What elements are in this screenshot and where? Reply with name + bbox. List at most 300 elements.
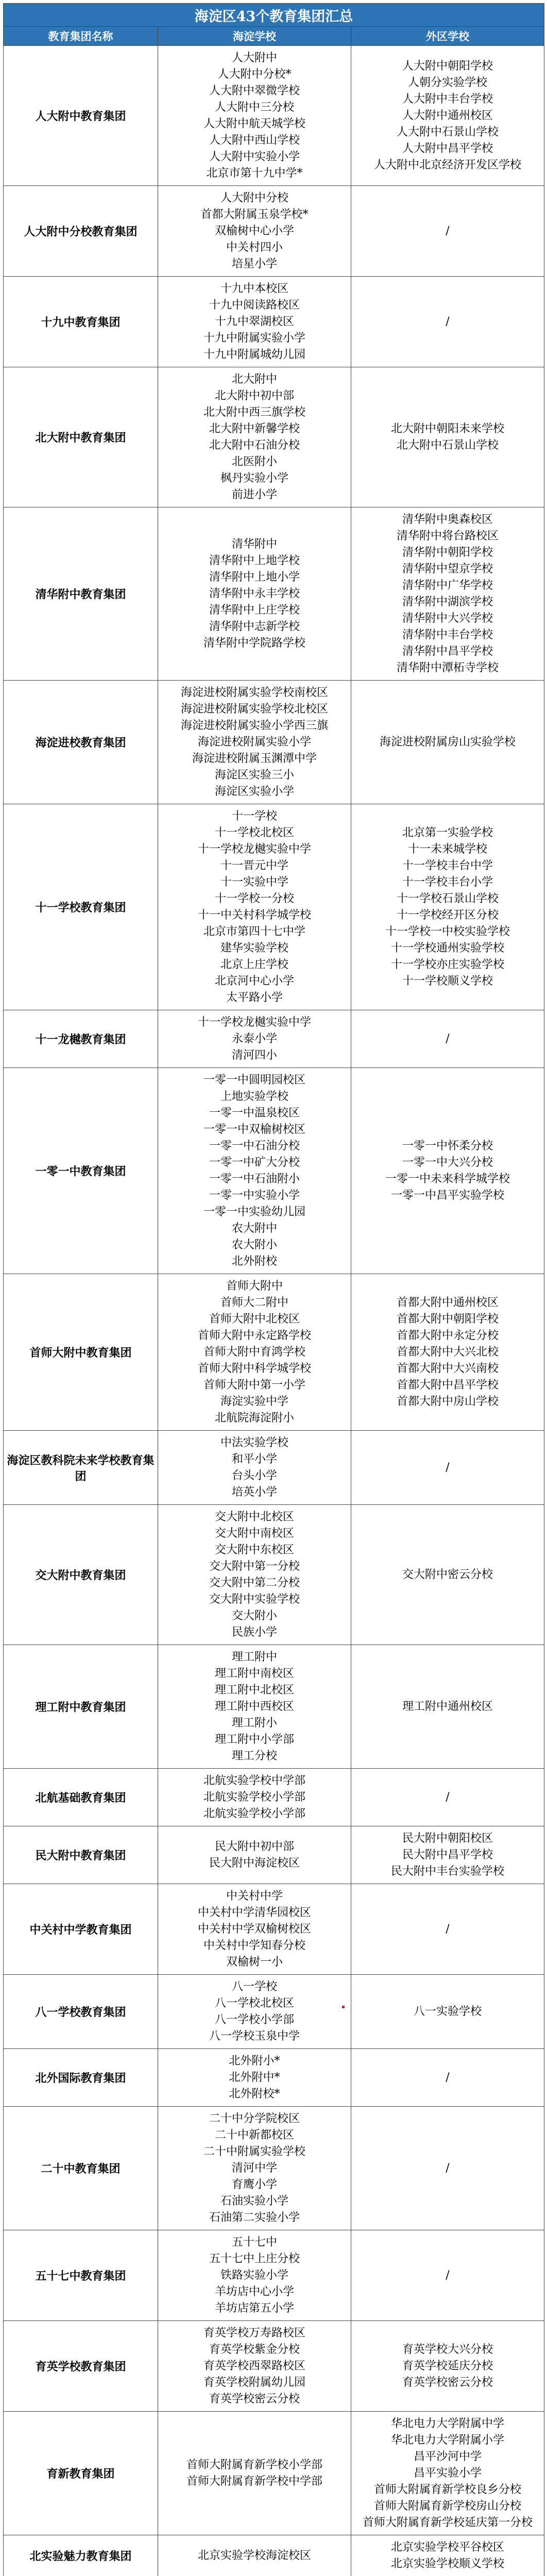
outer-school-list [351,2412,544,2535]
haidian-school: 交大附中北校区 [214,1510,294,1523]
outer-school: / [446,1032,450,1045]
outer-school: 育英学校大兴分校 [402,2343,493,2356]
haidian-school: 中关村中学知春分校 [203,1939,305,1952]
outer-school: 海淀进校附属房山实验学校 [379,735,516,749]
haidian-school: 农大附小 [231,1238,277,1251]
haidian-school-list [158,804,351,1010]
haidian-school: 理工附中西校区 [214,1700,294,1713]
haidian-school: 羊坊店第五小学 [214,2301,294,2315]
outer-school: 一零一中未来科学城学校 [385,1172,510,1185]
outer-school: 清华附中广华学校 [402,579,493,592]
haidian-school: 石油实验小学 [220,2194,288,2208]
haidian-school: 十一学校北校区 [214,826,294,839]
outer-school-list [351,1505,544,1645]
group-row [4,46,544,186]
haidian-school: 清华附中学院路学校 [203,636,305,650]
outer-school: 清华附中望京学校 [402,562,493,575]
outer-school: 清华附中大兴学校 [402,612,493,625]
haidian-school: 首师大附属育新学校小学部 [186,2458,322,2471]
haidian-school: 人大附中翠微学校 [209,84,300,97]
haidian-school: 北外附小* [229,2054,280,2067]
haidian-school-list [158,186,351,277]
outer-school-list [351,1010,544,1068]
outer-school-list [351,2230,544,2321]
group-row [4,1431,544,1505]
haidian-school: 北航实验学校小学部 [203,1790,305,1804]
haidian-school: 北京上庄学校 [220,958,288,971]
haidian-school: 育英学校西翠路校区 [203,2359,305,2372]
outer-school-list [351,1274,544,1431]
haidian-school: 八一学校 [231,1980,277,1993]
haidian-school-list [158,681,351,804]
group-row [4,1068,544,1274]
haidian-school: 交大附中东校区 [214,1543,294,1556]
haidian-school: 海淀进校附属实验小学西三旗 [180,719,328,732]
outer-school: 交大附中密云分校 [402,1568,493,1581]
outer-school: 首师大附属育新学校良乡分校 [373,2483,521,2496]
haidian-school-list [158,1826,351,1884]
outer-school-list [351,2049,544,2107]
haidian-school: 北外附校 [231,1255,277,1268]
group-row [4,804,544,1010]
haidian-school-list [158,1975,351,2049]
haidian-school: 中法实验学校 [220,1436,288,1449]
outer-school: 北京第一实验学校 [402,826,493,839]
title-row [4,4,544,27]
outer-school: 首都大附中朝阳学校 [396,1312,499,1326]
haidian-school: 首师大二附中 [220,1296,288,1309]
haidian-school: 首师大附中永定路学校 [197,1329,311,1342]
haidian-school: 十一学校 [231,809,277,823]
outer-school: 一零一中怀柔分校 [402,1139,493,1153]
haidian-school-list [158,2230,351,2321]
haidian-school: 首师大附中第一小学 [203,1378,305,1392]
haidian-school: 清华附中永丰学校 [209,587,300,600]
haidian-school: 交大附中第二分校 [209,1576,300,1589]
haidian-school: 二十中新都校区 [214,2128,294,2142]
haidian-school: 人大附中航天城学校 [203,117,305,130]
haidian-school: 八一学校玉泉中学 [209,2029,300,2043]
outer-school: 北京实验学校顺义学校 [390,2557,504,2570]
haidian-school: 首师大附中科学城学校 [197,1362,311,1375]
haidian-school-list [158,1769,351,1826]
haidian-school: 台头小学 [231,1469,277,1482]
outer-school-list [351,2535,544,2576]
outer-school: 清华附中丰台学校 [402,628,493,641]
outer-school: 华北电力大学附属小学 [390,2433,504,2447]
outer-school: / [446,315,450,328]
group-name: 北实验魅力教育集团 [4,2535,158,2576]
haidian-school: 北大附中西三旗学校 [203,405,305,419]
outer-school: 首师大附属育新学校延庆第一分校 [362,2516,533,2529]
outer-school: 人朝分实验学校 [407,76,487,89]
haidian-school-list [158,2535,351,2576]
haidian-school-list [158,46,351,186]
outer-school: 清华附中潭柘寺学校 [396,661,499,674]
outer-school-list [351,1068,544,1274]
haidian-school-list [158,2412,351,2535]
outer-school: 清华附中朝阳学校 [402,546,493,559]
haidian-school: 十九中附属城幼儿园 [203,348,305,361]
outer-school-list [351,1431,544,1505]
haidian-school: 人大附中分校 [220,191,288,205]
group-row [4,2049,544,2107]
haidian-school: 理工附小 [231,1716,277,1730]
group-name: 育新教育集团 [4,2412,158,2535]
outer-school: 十一学校顺义学校 [402,974,493,988]
outer-school-list [351,2321,544,2412]
group-row [4,1769,544,1826]
haidian-school: 海淀进校附属实验学校北校区 [180,702,328,716]
haidian-school: 北外附校* [229,2087,280,2100]
haidian-school: 北京实验学校海淀校区 [197,2549,311,2562]
outer-school-list [351,367,544,507]
haidian-school-list [158,1010,351,1068]
group-row [4,186,544,277]
group-row [4,681,544,804]
haidian-school: 中关村四小 [226,241,283,254]
haidian-school: 十一学校龙樾实验中学 [197,842,311,856]
table-title: 海淀区43个教育集团汇总 [4,4,544,27]
haidian-school: 北大附中 [231,372,277,386]
haidian-school: 培英小学 [231,1485,277,1499]
haidian-school: 民族小学 [231,1625,277,1639]
outer-school: 一零一中昌平实验学校 [390,1189,504,1202]
group-name: 海淀进校教育集团 [4,681,158,804]
haidian-school: 八一学校小学部 [214,2013,294,2026]
group-row [4,2107,544,2230]
outer-school: 清华附中湖滨学校 [402,595,493,608]
outer-school-list [351,804,544,1010]
group-name: 首师大附中教育集团 [4,1274,158,1431]
haidian-school: 十一晋元中学 [220,859,288,872]
outer-school-list [351,507,544,681]
haidian-school-list [158,367,351,507]
haidian-school: 枫丹实验小学 [220,471,288,485]
haidian-school: 中关村中学 [226,1889,283,1903]
haidian-school: 海淀区实验三小 [214,768,294,782]
outer-school: / [446,2268,450,2282]
group-row [4,2535,544,2576]
haidian-school: 民大附中海淀校区 [209,1856,300,1870]
group-name: 北航基础教育集团 [4,1769,158,1826]
haidian-school: 人大附中三分校 [214,100,294,114]
group-name: 中关村中学教育集团 [4,1884,158,1975]
outer-school-list [351,1884,544,1975]
haidian-school: 海淀进校附属玉渊潭中学 [192,752,317,765]
haidian-school: 北大附中初中部 [214,389,294,402]
group-name: 十一学校教育集团 [4,804,158,1010]
group-row [4,1884,544,1975]
haidian-school: 理工附中 [231,1650,277,1664]
haidian-school-list [158,1274,351,1431]
group-name: 八一学校教育集团 [4,1975,158,2049]
haidian-school: 首都大附属玉泉学校* [200,208,309,221]
outer-school: / [446,224,450,238]
group-name: 北大附中教育集团 [4,367,158,507]
outer-school: 清华附中将台路校区 [396,529,499,543]
haidian-school: 人大附中分校* [217,67,292,81]
haidian-school: 北航实验学校中学部 [203,1774,305,1787]
outer-school: 首都大附中昌平学校 [396,1378,499,1392]
haidian-school: 育鹰小学 [231,2178,277,2191]
group-name: 五十七中教育集团 [4,2230,158,2321]
haidian-school: 海淀进校附属实验小学 [197,735,311,749]
haidian-school: 海淀实验中学 [220,1395,288,1408]
group-name: 十九中教育集团 [4,277,158,367]
haidian-school: 一零一中石油附小 [209,1172,300,1185]
haidian-school: 前进小学 [231,488,277,501]
haidian-school: 理工分校 [231,1749,277,1762]
group-row [4,2230,544,2321]
haidian-school: 一零一中温泉校区 [209,1106,300,1120]
outer-school: 人大附中朝阳学校 [402,59,493,73]
haidian-school: 二十中分学院校区 [209,2112,300,2125]
outer-school: 育英学校延庆分校 [402,2359,493,2372]
haidian-school: 民大附中初中部 [214,1840,294,1853]
haidian-school: 羊坊店中心小学 [214,2285,294,2298]
outer-school: 理工附中通州校区 [402,1700,493,1713]
haidian-school: 八一学校北校区 [214,1996,294,2010]
haidian-school: 理工附中小学部 [214,1733,294,1746]
outer-school: 昌平沙河中学 [413,2450,482,2463]
haidian-school: 育英学校紫金分校 [209,2343,300,2356]
haidian-school: 上地实验学校 [220,1090,288,1103]
haidian-school-list [158,1068,351,1274]
outer-school: 民大附中朝阳校区 [402,1832,493,1845]
outer-school: 十一学校石景山学校 [396,892,499,905]
group-row [4,367,544,507]
haidian-school: 十九中本校区 [220,282,288,295]
group-row [4,2321,544,2412]
haidian-school-list [158,1431,351,1505]
outer-school: 华北电力大学附属中学 [390,2417,504,2430]
haidian-school: 十九中阅读路校区 [209,298,300,312]
haidian-school: 育英学校万寿路校区 [203,2326,305,2340]
header-group-name: 教育集团名称 [4,27,158,46]
red-mark [342,2006,345,2008]
outer-school: 十一未来城学校 [407,842,487,856]
group-row [4,1010,544,1068]
group-name: 海淀区教科院未来学校教育集团 [4,1431,158,1505]
outer-school-list [351,1645,544,1769]
group-name: 二十中教育集团 [4,2107,158,2230]
outer-school: 人大附中石景山学校 [396,125,499,139]
haidian-school-list [158,1645,351,1769]
outer-school-list [351,681,544,804]
outer-school: 首都大附中通州校区 [396,1296,499,1309]
haidian-school: 清华附中上地小学 [209,570,300,584]
outer-school: 昌平实验小学 [413,2466,482,2480]
haidian-school: 和平小学 [231,1452,277,1466]
outer-school: 十一学校丰台中学 [402,859,493,872]
haidian-school: 北京河中心小学 [214,974,294,988]
haidian-school: 一零一中石油分校 [209,1139,300,1153]
haidian-school: 北航实验学校小学部 [203,1807,305,1820]
haidian-school: 首师大附中北校区 [209,1312,300,1326]
haidian-school: 十一中关村科学城学校 [197,908,311,922]
group-name: 交大附中教育集团 [4,1505,158,1645]
outer-school-list [351,1975,544,2049]
outer-school: 首都大附中大兴南校 [396,1362,499,1375]
outer-school: 首师大附属育新学校房山分校 [373,2499,521,2513]
group-name: 一零一中教育集团 [4,1068,158,1274]
outer-school: 民大附中丰台实验学校 [390,1865,504,1878]
haidian-school: 一零一中实验小学 [209,1189,300,1202]
haidian-school: 育英学校密云分校 [209,2392,300,2405]
group-name: 人大附中分校教育集团 [4,186,158,277]
outer-school: 北大附中石景山学校 [396,438,499,452]
outer-school: 首都大附中房山学校 [396,1395,499,1408]
haidian-school: 铁路实验小学 [220,2268,288,2282]
haidian-school: 十九中附属实验小学 [203,331,305,345]
haidian-school: 清华附中 [231,537,277,551]
outer-school: 首都大附中大兴北校 [396,1345,499,1359]
haidian-school: 人大附中西山学校 [209,133,300,147]
outer-school: 民大附中昌平学校 [402,1848,493,1861]
outer-school: 一零一中大兴分校 [402,1156,493,1169]
header-row [4,27,544,46]
group-name: 育英学校教育集团 [4,2321,158,2412]
haidian-school-list [158,2107,351,2230]
outer-school: / [446,2071,450,2084]
haidian-school: 交大附中南校区 [214,1527,294,1540]
group-name: 北外国际教育集团 [4,2049,158,2107]
haidian-school: 中关村中学双榆树校区 [197,1922,311,1936]
group-row [4,277,544,367]
outer-school: 十一学校通州实验学校 [390,941,504,955]
haidian-school: 首师大附中 [226,1279,283,1293]
outer-school: 育英学校密云分校 [402,2376,493,2389]
outer-school: 八一实验学校 [413,2005,482,2018]
outer-school: 人大附中北京经济开发区学校 [373,158,521,172]
outer-school-list [351,186,544,277]
outer-school-list [351,1769,544,1826]
haidian-school: 二十中附属实验学校 [203,2145,305,2158]
haidian-school: 清河四小 [231,1048,277,1062]
outer-school-list [351,46,544,186]
haidian-school: 一零一中双榆树校区 [203,1123,305,1136]
haidian-school: 五十七中上庄分校 [209,2252,300,2265]
outer-school-list [351,277,544,367]
outer-school: 十一学校经开区分校 [396,908,499,922]
haidian-school: 北大附中新馨学校 [209,422,300,435]
group-name: 民大附中教育集团 [4,1826,158,1884]
haidian-school: 人大附中 [231,51,277,64]
haidian-school: 农大附中 [231,1222,277,1235]
haidian-school-list [158,2321,351,2412]
haidian-school: 清华附中上庄学校 [209,603,300,617]
haidian-school: 人大附中实验小学 [209,150,300,163]
outer-school: 北大附中朝阳未来学校 [390,422,504,435]
haidian-school: 育英学校附属幼儿园 [203,2376,305,2389]
haidian-school: 理工附中北校区 [214,1683,294,1697]
haidian-school: 双榆树中心小学 [214,224,294,238]
outer-school: 十一学校丰台小学 [402,875,493,889]
haidian-school: 一零一中矿大分校 [209,1156,300,1169]
haidian-school: 一零一中实验幼儿园 [203,1205,305,1218]
haidian-school: 十九中翠湖校区 [214,315,294,328]
haidian-school-list [158,1884,351,1975]
haidian-school: 首师大附属育新学校中学部 [186,2475,322,2488]
haidian-school: 建华实验学校 [220,941,288,955]
haidian-school: 交大附小 [231,1609,277,1622]
haidian-school: 首师大附中育鸿学校 [203,1345,305,1359]
outer-school: 北京实验学校平谷校区 [390,2540,504,2554]
outer-school: 人大附中通州校区 [402,109,493,122]
group-name: 十一龙樾教育集团 [4,1010,158,1068]
haidian-school-list [158,2049,351,2107]
haidian-school: 北外附中* [229,2071,280,2084]
haidian-school: 交大附中实验学校 [209,1592,300,1606]
haidian-school: 十一学校龙樾实验中学 [197,1015,311,1029]
summary-table [3,3,544,2576]
outer-school: / [446,1461,450,1474]
outer-school: / [446,2161,450,2175]
outer-school: 清华附中昌平学校 [402,645,493,658]
haidian-school-list [158,277,351,367]
haidian-school-list [158,507,351,681]
haidian-school: 一零一中圆明园校区 [203,1073,305,1087]
group-row [4,507,544,681]
haidian-school: 北航院海淀附小 [214,1411,294,1425]
group-row [4,1505,544,1645]
haidian-school: 海淀进校附属实验学校南校区 [180,686,328,699]
group-name: 人大附中教育集团 [4,46,158,186]
group-row [4,1826,544,1884]
outer-school: / [446,1922,450,1936]
haidian-school: 北大附中石油分校 [209,438,300,452]
haidian-school: 清河中学 [231,2161,277,2175]
haidian-school: 北京市第四十七中学 [203,925,305,938]
haidian-school: 十一实验中学 [220,875,288,889]
outer-school: 首都大附中永定分校 [396,1329,499,1342]
group-row [4,1645,544,1769]
group-name: 理工附中教育集团 [4,1645,158,1769]
group-name: 清华附中教育集团 [4,507,158,681]
outer-school: 人大附中丰台学校 [402,92,493,106]
haidian-school: 清华附中志新学校 [209,620,300,633]
outer-school-list [351,2107,544,2230]
haidian-school: 培星小学 [231,257,277,270]
haidian-school: 双榆树一小 [226,1955,283,1969]
header-outer-schools: 外区学校 [351,27,544,46]
outer-school-list [351,1826,544,1884]
haidian-school: 五十七中 [231,2235,277,2249]
haidian-school-list [158,1505,351,1645]
haidian-school: 理工附中南校区 [214,1667,294,1680]
haidian-school: 中关村中学清华园校区 [197,1906,311,1919]
outer-school: / [446,1790,450,1804]
outer-school: 人大附中昌平学校 [402,142,493,155]
outer-school: 十一学校一中校实验学校 [385,925,510,938]
haidian-school: 海淀区实验小学 [214,785,294,798]
haidian-school: 北医附小 [231,455,277,468]
haidian-school: 交大附中第一分校 [209,1560,300,1573]
haidian-school: 太平路小学 [226,991,283,1004]
outer-school: 清华附中奥森校区 [402,513,493,526]
outer-school: 十一学校亦庄实验学校 [390,958,504,971]
group-row [4,2412,544,2535]
group-row [4,1274,544,1431]
haidian-school: 北京市第十九中学* [206,166,303,180]
haidian-school: 永泰小学 [231,1032,277,1045]
haidian-school: 清华附中上地学校 [209,554,300,567]
haidian-school: 十一学校一分校 [214,892,294,905]
group-row [4,1975,544,2049]
haidian-school: 石油第二实验小学 [209,2211,300,2224]
header-haidian-schools: 海淀学校 [158,27,351,46]
